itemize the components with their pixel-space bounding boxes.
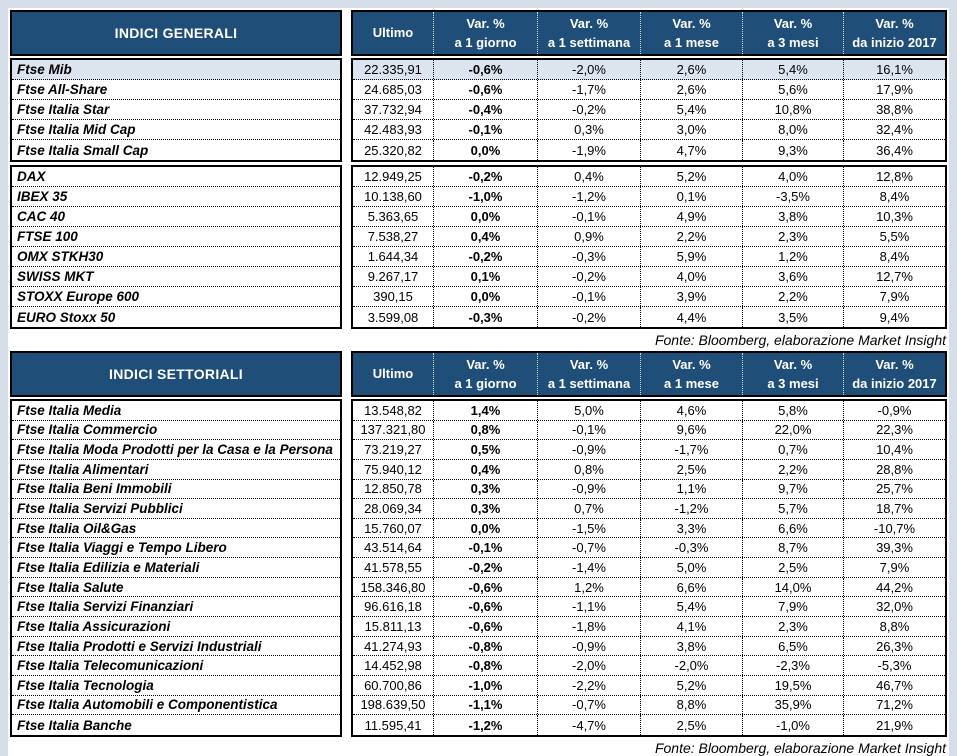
value-cell: 0,0% [433, 519, 537, 538]
column-header [640, 353, 742, 395]
value-cell: -0,9% [537, 440, 640, 459]
column-header-line2: da inizio 2017 [852, 376, 937, 391]
table-row [353, 80, 945, 100]
table-header [10, 351, 947, 397]
column-header-line1: Var. % [672, 356, 711, 372]
value-cell: 37.732,94 [364, 102, 422, 117]
value-cell: 60.700,86 [364, 677, 422, 693]
index-name-row: Ftse Italia Edilizia e Materiali [12, 558, 340, 578]
value-cell: 3,0% [640, 120, 742, 139]
column-header-line1: Var. % [569, 15, 609, 31]
column-header-line1: Ultimo [372, 366, 414, 382]
value-cell: 8,4% [843, 187, 945, 206]
value-cell: -0,3% [433, 307, 537, 327]
value-cell: 2,3% [742, 617, 843, 636]
index-name-row: Ftse Italia Automobili e Componentistica [12, 696, 340, 716]
table-row [353, 480, 945, 500]
index-name-row: IBEX 35 [12, 187, 340, 207]
index-name-row: Ftse Italia Beni Immobili [12, 480, 340, 500]
value-cell: 12.850,78 [364, 481, 422, 497]
column-header-line1: Var. % [466, 356, 505, 372]
value-cell: 5,4% [640, 100, 742, 119]
table-row [353, 460, 945, 480]
column-header-line2: a 3 mesi [767, 35, 819, 50]
value-cell: -0,2% [433, 247, 537, 266]
value-cell: -1,2% [537, 187, 640, 206]
value-cell: 6,5% [742, 637, 843, 656]
table-row [353, 100, 945, 120]
value-cell: -0,3% [537, 247, 640, 266]
value-cell: 158.346,80 [360, 579, 426, 595]
index-name-column [10, 58, 342, 162]
value-cell: 2,2% [742, 287, 843, 306]
value-cell: 1,4% [433, 401, 537, 420]
value-cell: 28.069,34 [364, 501, 422, 517]
value-cell: -0,1% [433, 538, 537, 557]
value-cell: 2,5% [640, 715, 742, 735]
value-cell: 73.219,27 [364, 442, 422, 458]
value-cell: 25.320,82 [364, 142, 422, 158]
value-cell: 0,4% [433, 227, 537, 246]
index-name-row: CAC 40 [12, 207, 340, 227]
table-row [353, 538, 945, 558]
value-cell: -1,7% [537, 80, 640, 99]
table-row [353, 637, 945, 657]
value-cell: 16,1% [843, 60, 945, 79]
report-page [8, 8, 949, 756]
value-cell: 2,6% [640, 60, 742, 79]
table-row [353, 617, 945, 637]
source-note: Fonte: Bloomberg, elaborazione Market Insight [654, 332, 946, 348]
value-cell: 9,4% [843, 307, 945, 327]
table-indici-generali [10, 10, 947, 348]
value-cell: 18,7% [843, 499, 945, 518]
table-row [353, 401, 945, 421]
value-cell: 32,0% [843, 597, 945, 616]
value-cell: 71,2% [843, 696, 945, 715]
index-name-row: Ftse Italia Banche [17, 717, 132, 733]
table-indici-settoriali [10, 351, 947, 756]
value-cell: -0,1% [537, 287, 640, 306]
value-cell: -0,6% [433, 80, 537, 99]
index-name-row: Ftse Italia Alimentari [12, 460, 340, 480]
value-cell: 0,1% [433, 267, 537, 286]
value-cell: -0,9% [843, 401, 945, 420]
value-cell: -0,8% [433, 656, 537, 675]
value-cell: 0,3% [433, 480, 537, 499]
value-cell: 10,3% [843, 207, 945, 226]
column-header-line1: Var. % [773, 356, 813, 372]
value-cell: 4,4% [640, 307, 742, 327]
column-header [843, 12, 945, 54]
index-name-row: Ftse Italia Mid Cap [12, 120, 340, 140]
value-cell: 0,1% [640, 187, 742, 206]
table-row [353, 421, 945, 441]
column-header [640, 12, 742, 54]
column-header [742, 353, 843, 395]
value-cell: 4,1% [640, 617, 742, 636]
value-cell: 12,7% [843, 267, 945, 286]
value-cell: 96.616,18 [364, 599, 422, 615]
index-name-row: Ftse All-Share [12, 80, 340, 100]
value-cell: -10,7% [843, 519, 945, 538]
value-cell: 8,0% [742, 120, 843, 139]
value-cell: 10,4% [843, 440, 945, 459]
value-cell: 2,2% [742, 460, 843, 479]
value-cell: -3,5% [742, 187, 843, 206]
value-cell: 137.321,80 [360, 422, 426, 438]
value-cell: 0,0% [433, 140, 537, 160]
value-cell: -0,7% [537, 696, 640, 715]
index-name-column [10, 165, 342, 329]
value-cell: 15.760,07 [364, 520, 422, 536]
value-cell: -0,2% [537, 267, 640, 286]
column-headers [351, 351, 947, 397]
value-cell: 5,4% [640, 597, 742, 616]
value-cell: 12,8% [843, 167, 945, 186]
index-name-row: OMX STKH30 [12, 247, 340, 267]
value-cell: -0,2% [537, 100, 640, 119]
value-cell: 22,3% [843, 421, 945, 440]
value-cell: 0,8% [537, 460, 640, 479]
value-cell: -0,6% [433, 597, 537, 616]
value-cell: 0,9% [537, 227, 640, 246]
column-header-line2: a 1 giorno [454, 35, 517, 50]
value-cell: -0,9% [537, 480, 640, 499]
column-header [433, 12, 537, 54]
source-note: Fonte: Bloomberg, elaborazione Market Insight [654, 739, 946, 756]
table-row [353, 207, 945, 227]
value-cell: 24.685,03 [364, 82, 422, 97]
value-cell: 1,1% [640, 480, 742, 499]
value-cell: 4,6% [640, 401, 742, 420]
value-cell: 9,3% [742, 140, 843, 160]
value-cell: -0,6% [433, 578, 537, 597]
table-row [353, 676, 945, 696]
values-column [351, 399, 947, 737]
table-row [353, 287, 945, 307]
table-row [353, 519, 945, 539]
column-header-line1: Var. % [672, 15, 711, 31]
value-cell: 11.595,41 [364, 717, 422, 733]
value-cell: 75.940,12 [364, 461, 422, 477]
table-row [353, 120, 945, 140]
value-cell: -1,0% [433, 676, 537, 695]
value-cell: 22,0% [742, 421, 843, 440]
value-cell: 1,2% [742, 247, 843, 266]
column-header [353, 353, 433, 395]
value-cell: -0,1% [433, 120, 537, 139]
index-name-row: SWISS MKT [12, 267, 340, 287]
table-row [353, 267, 945, 287]
row-group [10, 58, 947, 162]
value-cell: -1,1% [433, 696, 537, 715]
value-cell: 8,8% [640, 696, 742, 715]
value-cell: 19,5% [742, 676, 843, 695]
value-cell: -1,7% [640, 440, 742, 459]
value-cell: 9,6% [640, 421, 742, 440]
table-row [353, 247, 945, 267]
table-row [353, 140, 945, 160]
value-cell: 0,3% [433, 499, 537, 518]
value-cell: 9,7% [742, 480, 843, 499]
column-header-line2: a 1 giorno [454, 376, 517, 391]
value-cell: -2,0% [640, 656, 742, 675]
value-cell: -2,3% [742, 656, 843, 675]
value-cell: 5,4% [742, 60, 843, 79]
value-cell: 2,5% [640, 460, 742, 479]
table-title: INDICI SETTORIALI [10, 351, 342, 397]
value-cell: 0,3% [537, 120, 640, 139]
column-header-line2: a 1 settimana [547, 376, 631, 391]
value-cell: 43.514,64 [364, 540, 422, 556]
index-name-row: Ftse Italia Telecomunicazioni [12, 656, 340, 676]
value-cell: -5,3% [843, 656, 945, 675]
index-name-row: Ftse Italia Moda Prodotti per la Casa e la Persona [12, 440, 340, 460]
value-cell: 35,9% [742, 696, 843, 715]
index-name-row: DAX [12, 167, 340, 187]
value-cell: -2,0% [537, 656, 640, 675]
value-cell: 5,2% [640, 167, 742, 186]
table-row [353, 307, 945, 327]
value-cell: -1,0% [742, 715, 843, 735]
table-row [353, 558, 945, 578]
value-cell: -4,7% [537, 715, 640, 735]
table-row [353, 187, 945, 207]
value-cell: 42.483,93 [364, 122, 422, 137]
index-name-row: FTSE 100 [12, 227, 340, 247]
value-cell: 2,2% [640, 227, 742, 246]
table-title: INDICI GENERALI [10, 10, 342, 56]
value-cell: -1,1% [537, 597, 640, 616]
value-cell: 2,5% [742, 558, 843, 577]
index-name-row: STOXX Europe 600 [12, 287, 340, 307]
column-header [537, 12, 640, 54]
value-cell: 3.599,08 [367, 309, 419, 325]
column-header-line2: a 1 mese [664, 376, 719, 391]
value-cell: 0,7% [537, 499, 640, 518]
index-name-row: Ftse Italia Servizi Pubblici [12, 499, 340, 519]
value-cell: -0,8% [433, 637, 537, 656]
value-cell: 15.811,13 [364, 618, 422, 634]
value-cell: 13.548,82 [364, 402, 422, 418]
value-cell: 5.363,65 [367, 209, 419, 224]
table-header [10, 10, 947, 56]
value-cell: 41.274,93 [364, 638, 422, 654]
value-cell: 14,0% [742, 578, 843, 597]
value-cell: 36,4% [843, 140, 945, 160]
column-header [742, 12, 843, 54]
value-cell: -2,0% [537, 60, 640, 79]
value-cell: -1,0% [433, 187, 537, 206]
table-row [353, 578, 945, 598]
value-cell: 8,8% [843, 617, 945, 636]
index-name-column [10, 399, 342, 737]
value-cell: 0,4% [537, 167, 640, 186]
value-cell: -1,8% [537, 617, 640, 636]
value-cell: 4,7% [640, 140, 742, 160]
column-header [843, 353, 945, 395]
value-cell: -0,7% [537, 538, 640, 557]
row-group [10, 165, 947, 329]
value-cell: -0,2% [537, 307, 640, 327]
index-name-row: Ftse Italia Media [12, 401, 340, 421]
value-cell: -0,6% [433, 617, 537, 636]
index-name-row: EURO Stoxx 50 [17, 309, 116, 325]
table-row [353, 715, 945, 735]
value-cell: 4,0% [742, 167, 843, 186]
value-cell: 2,3% [742, 227, 843, 246]
column-headers [351, 10, 947, 56]
value-cell: -1,9% [537, 140, 640, 160]
value-cell: 26,3% [843, 637, 945, 656]
column-header-line2: a 1 settimana [547, 35, 631, 50]
value-cell: 7,9% [843, 558, 945, 577]
table-row [353, 499, 945, 519]
column-header-line1: Var. % [875, 356, 914, 372]
value-cell: 9.267,17 [367, 269, 419, 284]
value-cell: 7,9% [742, 597, 843, 616]
column-header-line1: Var. % [466, 15, 505, 31]
value-cell: 32,4% [843, 120, 945, 139]
index-name-row: Ftse Italia Prodotti e Servizi Industriali [12, 637, 340, 657]
value-cell: 14.452,98 [364, 658, 422, 674]
value-cell: 17,9% [843, 80, 945, 99]
table-row [353, 696, 945, 716]
index-name-row: Ftse Italia Salute [12, 578, 340, 598]
value-cell: 41.578,55 [364, 559, 422, 575]
value-cell: 5,0% [640, 558, 742, 577]
value-cell: 5,9% [640, 247, 742, 266]
value-cell: 46,7% [843, 676, 945, 695]
value-cell: 5,7% [742, 499, 843, 518]
column-header-line2: da inizio 2017 [852, 35, 937, 50]
table-row [353, 656, 945, 676]
column-header [537, 353, 640, 395]
value-cell: 3,5% [742, 307, 843, 327]
value-cell: 2,6% [640, 80, 742, 99]
value-cell: 7,9% [843, 287, 945, 306]
value-cell: -0,4% [433, 100, 537, 119]
value-cell: 22.335,91 [364, 62, 422, 77]
table-row [353, 60, 945, 80]
value-cell: 198.639,50 [360, 697, 426, 713]
value-cell: -0,2% [433, 167, 537, 186]
column-header-line2: a 3 mesi [767, 376, 819, 391]
value-cell: 44,2% [843, 578, 945, 597]
value-cell: 38,8% [843, 100, 945, 119]
value-cell: 0,7% [742, 440, 843, 459]
index-name-row: Ftse Italia Assicurazioni [12, 617, 340, 637]
index-name-row: Ftse Italia Small Cap [17, 142, 149, 158]
column-header [353, 12, 433, 54]
value-cell: 0,8% [433, 421, 537, 440]
value-cell: 3,9% [640, 287, 742, 306]
value-cell: 3,3% [640, 519, 742, 538]
index-name-row: Ftse Italia Servizi Finanziari [12, 597, 340, 617]
column-header [433, 353, 537, 395]
column-header-line1: Var. % [875, 15, 914, 31]
row-group [10, 399, 947, 737]
table-row [353, 167, 945, 187]
value-cell: -0,9% [537, 637, 640, 656]
value-cell: 390,15 [373, 289, 413, 304]
table-row [353, 227, 945, 247]
value-cell: 3,8% [640, 637, 742, 656]
index-name-row: Ftse Italia Tecnologia [12, 676, 340, 696]
value-cell: 5,0% [537, 401, 640, 420]
value-cell: -0,6% [433, 60, 537, 79]
column-header-line1: Ultimo [372, 25, 414, 41]
value-cell: -1,2% [640, 499, 742, 518]
column-header-line1: Var. % [569, 356, 609, 372]
index-name-row: Ftse Italia Star [12, 100, 340, 120]
value-cell: 0,5% [433, 440, 537, 459]
value-cell: -0,2% [433, 558, 537, 577]
values-column [351, 58, 947, 162]
value-cell: 0,0% [433, 207, 537, 226]
value-cell: 3,6% [742, 267, 843, 286]
value-cell: 0,0% [433, 287, 537, 306]
value-cell: 28,8% [843, 460, 945, 479]
value-cell: 39,3% [843, 538, 945, 557]
value-cell: 6,6% [640, 578, 742, 597]
value-cell: 8,7% [742, 538, 843, 557]
value-cell: 21,9% [843, 715, 945, 735]
value-cell: -1,4% [537, 558, 640, 577]
index-name-row: Ftse Mib [12, 60, 340, 80]
value-cell: 1.644,34 [367, 249, 419, 264]
value-cell: -1,2% [433, 715, 537, 735]
value-cell: 4,0% [640, 267, 742, 286]
value-cell: 5,2% [640, 676, 742, 695]
value-cell: 10,8% [742, 100, 843, 119]
value-cell: 10.138,60 [364, 189, 422, 204]
value-cell: 12.949,25 [364, 169, 422, 184]
table-row [353, 597, 945, 617]
value-cell: 5,8% [742, 401, 843, 420]
values-column [351, 165, 947, 329]
value-cell: 8,4% [843, 247, 945, 266]
table-row [353, 440, 945, 460]
value-cell: 6,6% [742, 519, 843, 538]
value-cell: -0,1% [537, 207, 640, 226]
index-name-row: Ftse Italia Oil&Gas [12, 519, 340, 539]
value-cell: 25,7% [843, 480, 945, 499]
value-cell: 5,6% [742, 80, 843, 99]
index-name-row: Ftse Italia Commercio [12, 421, 340, 441]
value-cell: 5,5% [843, 227, 945, 246]
index-name-row: Ftse Italia Viaggi e Tempo Libero [12, 538, 340, 558]
value-cell: 0,4% [433, 460, 537, 479]
column-header-line2: a 1 mese [664, 35, 719, 50]
value-cell: -1,5% [537, 519, 640, 538]
column-header-line1: Var. % [773, 15, 813, 31]
value-cell: -0,1% [537, 421, 640, 440]
value-cell: 7.538,27 [367, 229, 419, 244]
value-cell: 4,9% [640, 207, 742, 226]
value-cell: -0,3% [640, 538, 742, 557]
value-cell: -2,2% [537, 676, 640, 695]
value-cell: 3,8% [742, 207, 843, 226]
value-cell: 1,2% [537, 578, 640, 597]
